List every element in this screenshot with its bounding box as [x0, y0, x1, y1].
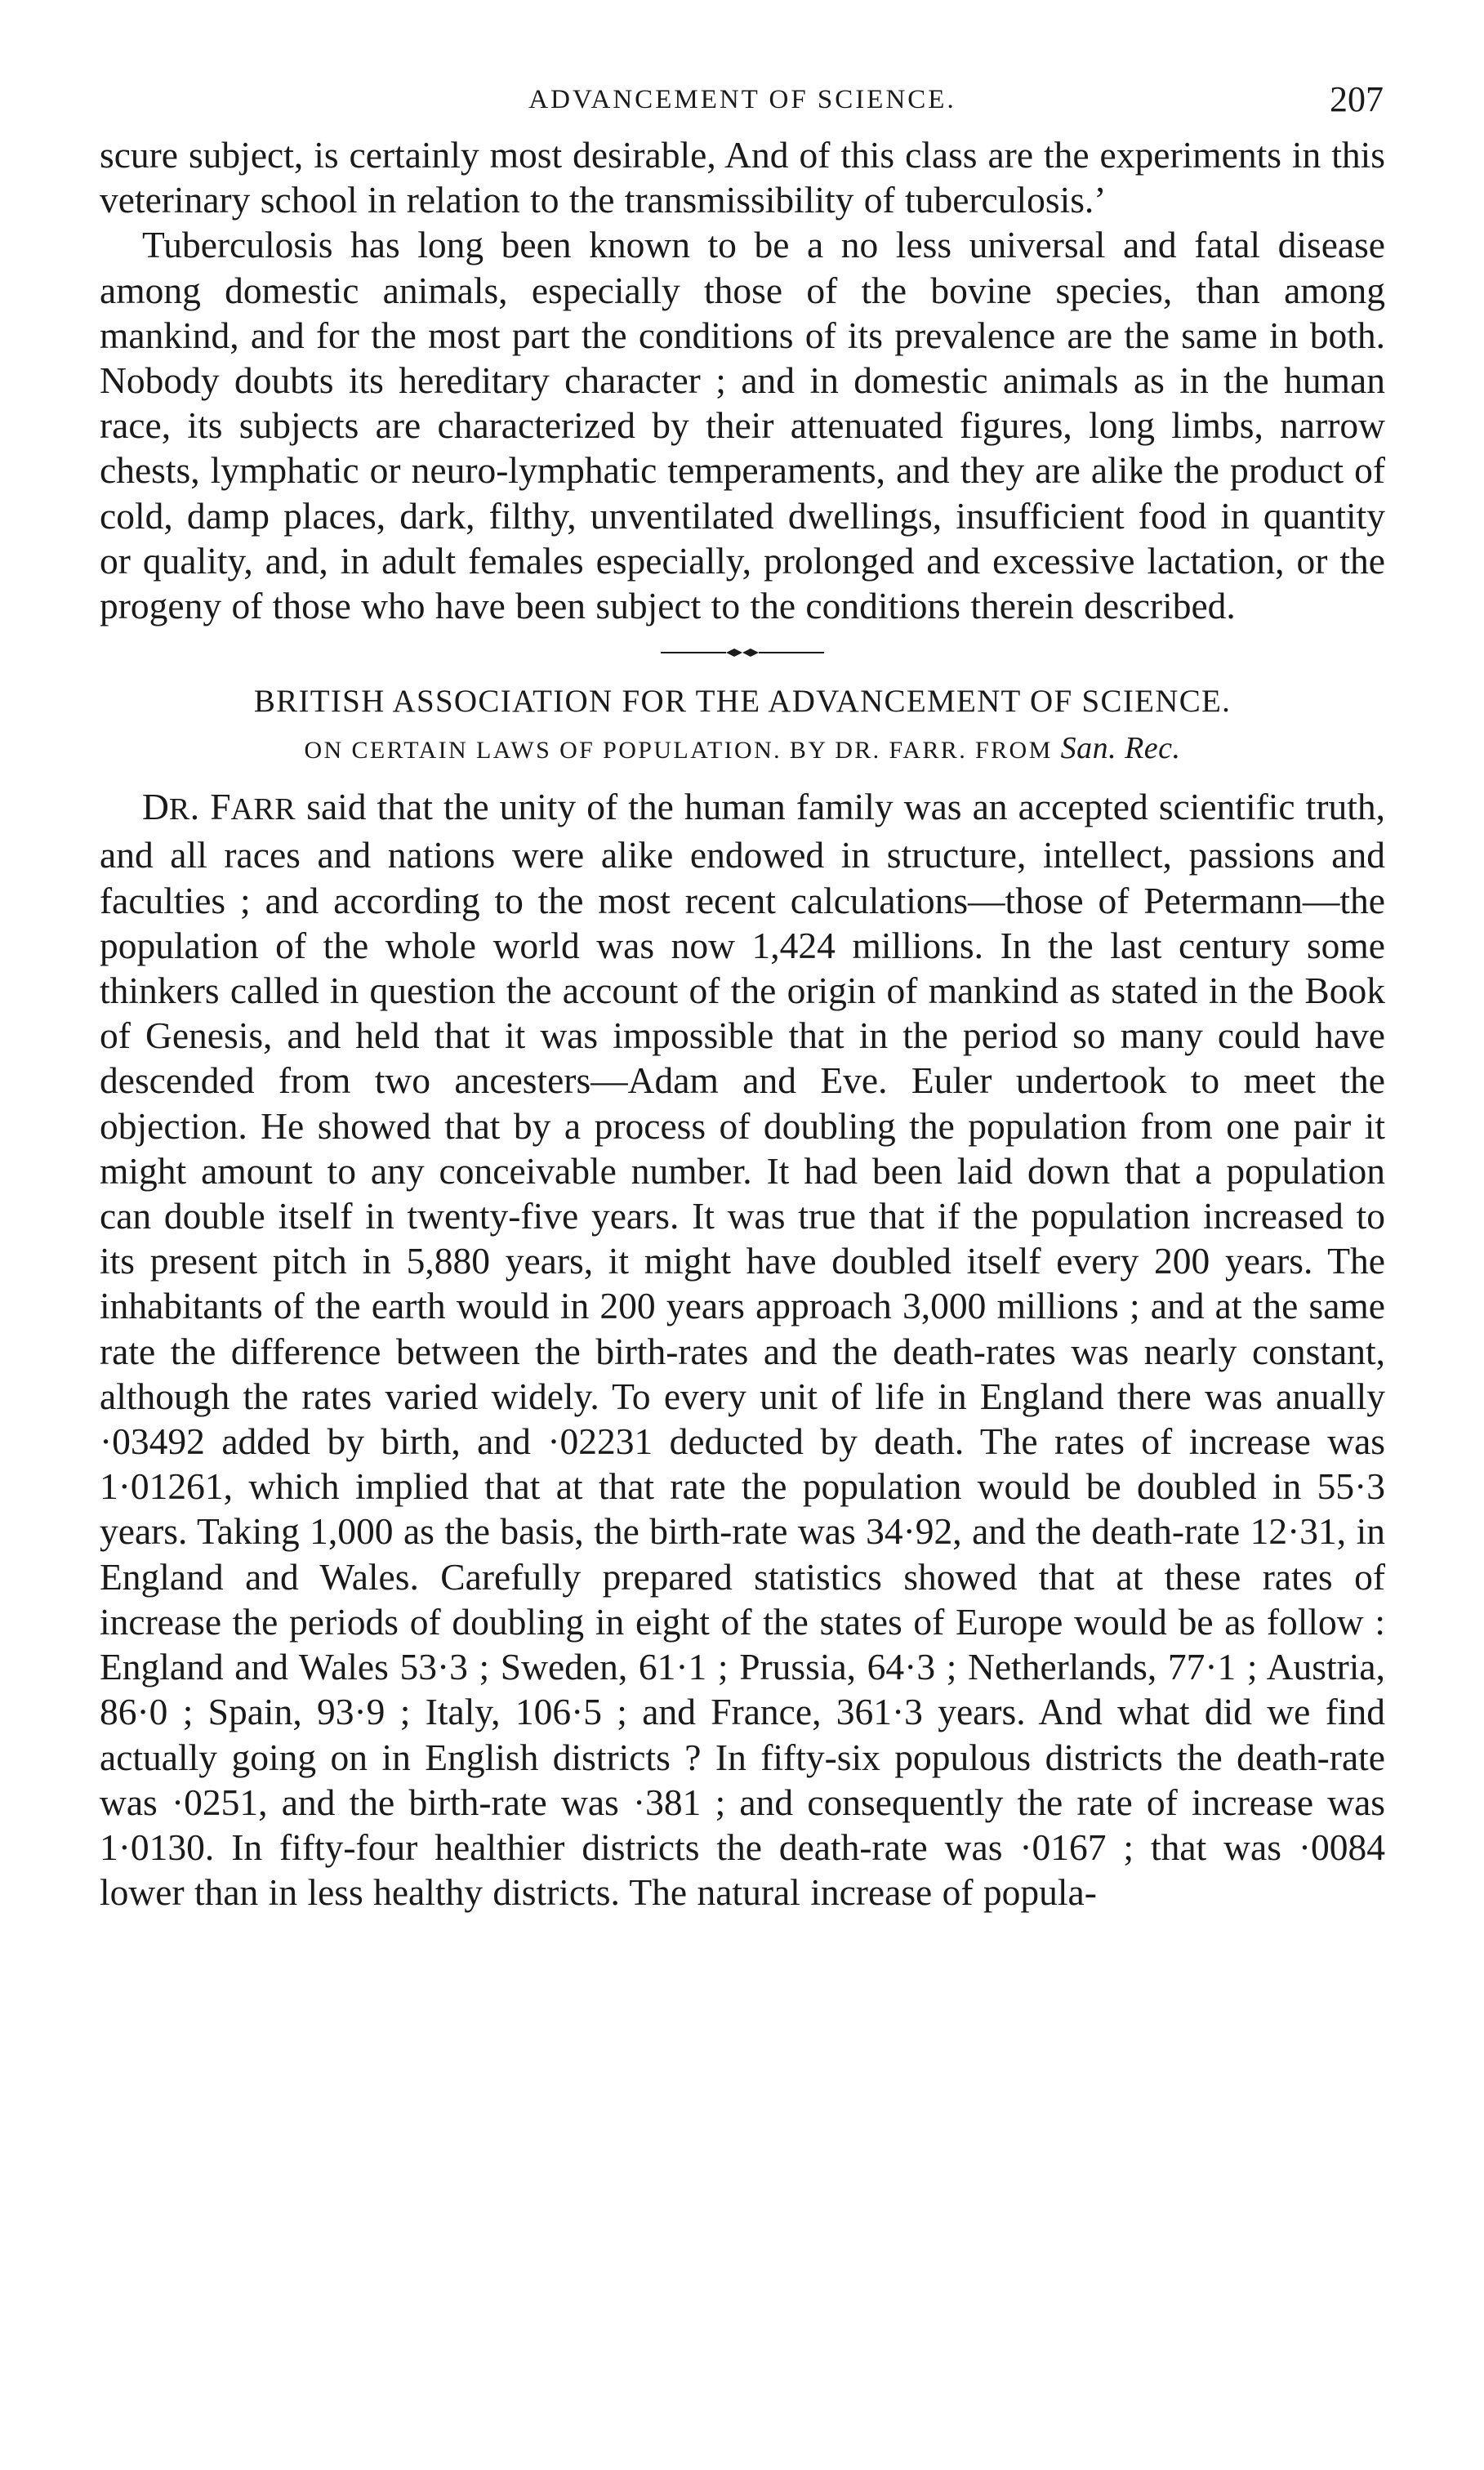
journal-page — [100, 78, 1385, 1915]
paragraph-farr — [100, 784, 1385, 1915]
page-number: 207 — [1330, 79, 1384, 119]
section-divider — [100, 628, 1385, 677]
source-citation: San. Rec. — [1060, 731, 1181, 766]
section-heading: BRITISH ASSOCIATION FOR THE ADVANCEMENT OF SCIENCE. — [253, 684, 1232, 720]
running-head — [100, 78, 1385, 132]
lead-arr: ARR — [230, 792, 296, 827]
subheading-text: ON CERTAIN LAWS OF POPULATION. BY DR. FARR. FROM — [304, 737, 1053, 765]
ornament-rule-icon — [661, 647, 824, 658]
lead-dot: . — [189, 786, 211, 828]
article-subheading — [100, 731, 1385, 768]
paragraph-continuation: scure subject, is certainly most desirable, And of this class are the experiments in this veterinary school in relation to the transmissibility of tuberculosis.’ — [100, 134, 1385, 221]
running-title: ADVANCEMENT OF SCIENCE. — [528, 85, 956, 114]
paragraph-tuberculosis: Tuberculosis has long been known to be a no less universal and fatal disease among domestic animals, especially those of the bovine species, than among mankind, and for the most part the conditions of its prevalence are the same in both. Nobody doubts its hereditary character ; and in domestic animals as in the human race, its subjects are characterized by their attenuated figures, long limbs, narrow chests, lymphatic or neuro-lymphatic temperaments, and they are alike the product of cold, damp places, dark, filthy, unventilated dwellings, insufficient food in quantity or quality, and, in adult females especially, prolonged and excessive lactation, or the progeny of those who have been subject to the conditions therein described. — [100, 224, 1385, 627]
lead-f: F — [210, 786, 231, 828]
lead-initial: D — [142, 786, 169, 828]
farr-body: said that the unity of the human family was an accepted scientific truth, and all races and nations were alike endowed in structure, intellect, passions and faculties ; and according to the most recent calculations—those of Petermann—the population of the whole world was now 1,424 millions. In the last century some thinkers called in question the account of the origin of mankind as stated in the Book of Genesis, and held that it was impossible that in the period so many could have descended from two ancesters—Adam and Eve. Euler undertook to meet the objection. He showed that by a process of doubling the population from one pair it might amount to any conceivable number. It had been laid down that a population can double itself in twenty-five years. It was true that if the population increased to its present pitch in 5,880 years, it might have doubled itself every 200 years. The inhabitants of the earth would in 200 years approach 3,000 millions ; and at the same rate the difference between the birth-rates and the death-rates was nearly constant, although the rates varied widely. To every unit of life in England there was anually ·03492 added by birth, and ·02231 deducted by death. The rates of increase was 1·01261, which implied that at that rate the population would be doubled in 55·3 years. Taking 1,000 as the basis, the birth-rate was 34·92, and the death-rate 12·31, in England and Wales. Carefully prepared statistics showed that at these rates of increase the periods of doubling in eight of the states of Europe would be as follow : England and Wales 53·3 ; Sweden, 61·1 ; Prussia, 64·3 ; Netherlands, 77·1 ; Austria, 86·0 ; Spain, 93·9 ; Italy, 106·5 ; and France, 361·3 years. And what did we find actually going on in English districts ? In fifty-six populous districts the death-rate was ·0251, and the birth-rate was ·381 ; and consequently the rate of increase was 1·0130. In fifty-four healthier districts the death-rate was ·0167 ; that was ·0084 lower than in less healthy districts. The natural increase of popula- — [100, 786, 1385, 1914]
lead-r: R — [168, 792, 190, 827]
